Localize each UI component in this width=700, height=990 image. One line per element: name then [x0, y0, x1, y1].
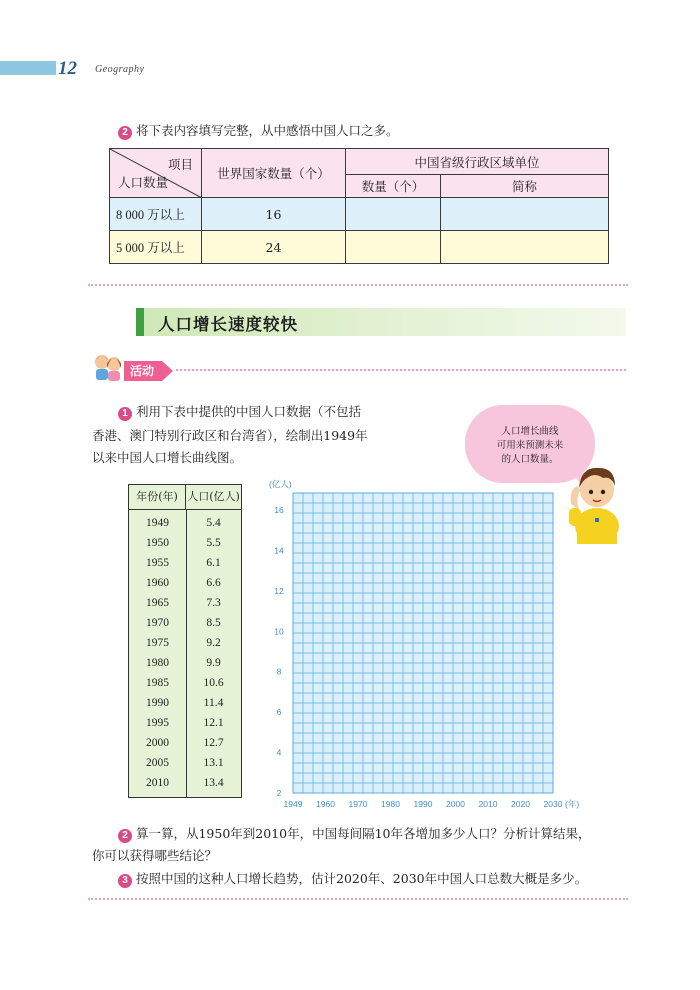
table-row	[129, 613, 241, 633]
year-cell: 1949	[146, 517, 169, 529]
row-label: 5 000 万以上	[110, 231, 202, 264]
x-tick-label: 1990	[413, 799, 433, 809]
question-number-badge: 2	[118, 126, 132, 140]
page-number: 12	[58, 58, 77, 79]
question-text: 算一算，从1950年到2010年，中国每间隔10年各增加多少人口？分析计算结果，	[135, 826, 591, 841]
year-cell: 1985	[146, 677, 169, 689]
bubble-line: 人口增长曲线	[501, 426, 559, 437]
year-cell: 1950	[146, 537, 169, 549]
y-tick-label: 14	[274, 545, 284, 556]
blank-population-graph[interactable]	[260, 478, 600, 813]
y-tick-label: 16	[274, 505, 284, 515]
world-count-cell: 24	[202, 231, 346, 264]
y-tick-label: 8	[276, 666, 282, 677]
bubble-line: 的人口数量。	[501, 454, 559, 465]
year-cell: 1995	[146, 717, 169, 729]
year-cell: 1970	[146, 617, 169, 629]
sub-count-header: 数量（个）	[346, 175, 441, 198]
diag-top-label: 项目	[167, 157, 193, 172]
y-axis-unit-label: (亿人)	[269, 479, 292, 489]
question-text: 按照中国的这种人口增长趋势，估计2020年、2030年中国人口总数大概是多少。	[135, 871, 588, 886]
header-year: 年份(年)	[129, 485, 186, 509]
table-row	[129, 513, 241, 533]
question-number-badge: 1	[118, 407, 132, 421]
question-number-badge: 3	[118, 874, 132, 888]
row-label: 8 000 万以上	[110, 198, 202, 231]
table-row	[129, 753, 241, 773]
table-row	[129, 593, 241, 613]
pop-cell: 11.4	[203, 697, 224, 709]
question-3	[118, 869, 587, 888]
year-cell: 1955	[146, 557, 169, 569]
question-2-line2: 你可以获得哪些结论？	[92, 848, 218, 863]
question-2	[118, 121, 399, 140]
y-tick-label: 6	[276, 707, 282, 718]
subject-label: Geography	[95, 64, 145, 75]
activity-1-line2: 香港、澳门特别行政区和台湾省），绘制出1949年	[92, 428, 368, 443]
x-tick-label: 1970	[348, 799, 368, 809]
x-tick-label: 2000	[446, 799, 465, 809]
x-tick-label: 2030	[543, 799, 563, 809]
y-tick-label: 12	[274, 585, 284, 596]
year-cell: 1975	[146, 637, 169, 649]
pop-cell: 12.7	[203, 737, 224, 749]
y-tick-label: 2	[276, 788, 282, 798]
x-axis-unit-label: (年)	[565, 799, 580, 809]
header-color-bar	[0, 61, 56, 75]
table-row	[129, 633, 241, 653]
diagonal-header-cell	[110, 149, 202, 198]
pop-cell: 5.4	[206, 517, 221, 529]
year-cell: 2005	[146, 757, 169, 769]
pop-cell: 10.6	[203, 677, 224, 689]
year-cell: 1990	[146, 697, 169, 709]
table-row	[110, 198, 609, 231]
year-cell: 1980	[146, 657, 169, 669]
activity-tag: 活动	[124, 361, 162, 381]
activity-1-line1	[118, 402, 361, 421]
table-row	[129, 533, 241, 553]
year-cell: 1960	[146, 577, 169, 589]
pop-cell: 8.5	[206, 617, 221, 629]
pop-cell: 13.4	[203, 777, 224, 789]
section-heading-marker	[136, 308, 144, 336]
population-table-header	[129, 485, 241, 510]
question-number-badge: 2	[118, 829, 132, 843]
table-row	[129, 733, 241, 753]
table-row	[129, 693, 241, 713]
province-count-blank[interactable]	[346, 231, 441, 264]
province-abbr-blank[interactable]	[441, 198, 609, 231]
table-row	[129, 713, 241, 733]
x-tick-label: 2010	[478, 799, 498, 809]
pop-cell: 7.3	[206, 597, 221, 609]
table-row	[129, 673, 241, 693]
x-tick-label: 1980	[381, 799, 400, 809]
province-count-blank[interactable]	[346, 198, 441, 231]
province-population-table	[109, 148, 609, 264]
x-tick-label: 1949	[283, 799, 303, 809]
x-tick-label: 2020	[511, 799, 530, 809]
question-2-after	[118, 824, 591, 843]
population-data-table	[128, 484, 242, 798]
table-row	[129, 773, 241, 793]
pop-cell: 6.6	[206, 577, 221, 589]
y-tick-label: 4	[276, 747, 282, 758]
bubble-line: 可用来预测未来	[496, 440, 564, 451]
activity-text: 利用下表中提供的中国人口数据（不包括	[135, 404, 361, 419]
kids-icon	[92, 352, 124, 382]
table-row	[129, 553, 241, 573]
header-population: 人口(亿人)	[187, 490, 240, 503]
activity-tag-arrow	[162, 361, 173, 381]
activity-divider	[176, 369, 626, 371]
y-tick-label: 10	[274, 626, 284, 637]
pop-cell: 13.1	[203, 757, 224, 769]
year-cell: 2010	[146, 777, 169, 789]
world-count-cell: 16	[202, 198, 346, 231]
pop-cell: 9.2	[206, 637, 221, 649]
table-row	[129, 573, 241, 593]
table-row	[110, 231, 609, 264]
pop-cell: 9.9	[206, 657, 221, 669]
pop-cell: 5.5	[206, 537, 221, 549]
x-tick-label: 1960	[316, 799, 335, 809]
province-abbr-blank[interactable]	[441, 231, 609, 264]
table-row	[129, 653, 241, 673]
section-divider	[88, 284, 628, 286]
sub-abbr-header: 简称	[441, 175, 609, 198]
diag-bottom-label: 人口数量	[118, 175, 169, 190]
question-text: 将下表内容填写完整，从中感悟中国人口之多。	[135, 123, 399, 138]
year-cell: 2000	[146, 737, 169, 749]
year-cell: 1965	[146, 597, 169, 609]
activity-1-line3: 以来中国人口增长曲线图。	[92, 450, 243, 465]
bottom-divider	[88, 898, 628, 900]
col-world-header: 世界国家数量（个）	[202, 149, 346, 198]
pop-cell: 6.1	[206, 557, 221, 569]
section-title: 人口增长速度较快	[158, 315, 298, 334]
pop-cell: 12.1	[203, 717, 224, 729]
col-china-header: 中国省级行政区域单位	[346, 149, 609, 175]
